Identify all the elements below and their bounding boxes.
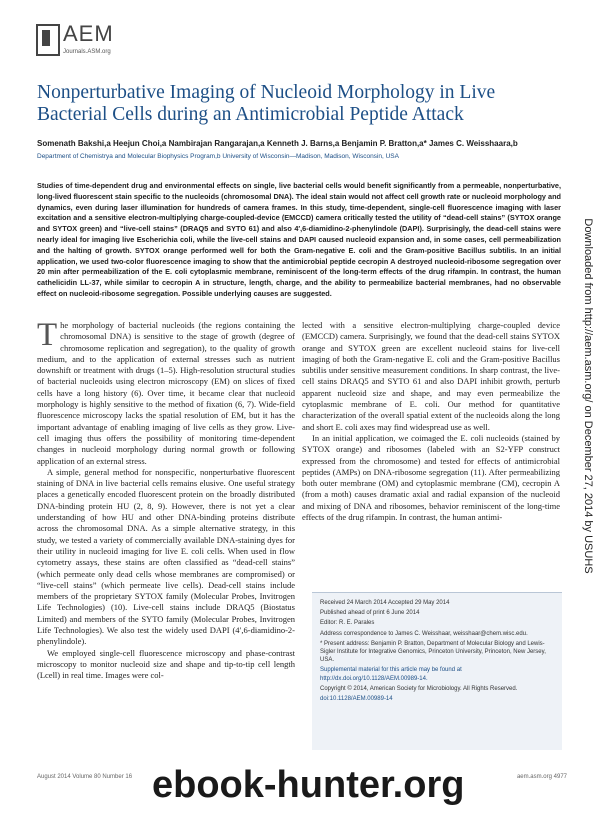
journal-logo bbox=[36, 21, 116, 74]
editor: Editor: R. E. Parales bbox=[320, 620, 375, 627]
correspondence: Address correspondence to James C. Weisshaar, weisshaar@chem.wisc.edu. bbox=[320, 630, 528, 637]
present-address: * Present address: Benjamin P. Bratton, Department of Molecular Biology and Lewis-Sigler Institute for Integrative Genomics, Princeton University, Princeton, New Jersey, USA. bbox=[320, 640, 546, 664]
copyright: Copyright © 2014, American Society for Microbiology. All Rights Reserved. bbox=[320, 685, 518, 692]
article-info-box bbox=[312, 592, 562, 750]
logo-name: AEM bbox=[63, 21, 114, 46]
watermark: ebook-hunter.org bbox=[152, 764, 465, 806]
article-title: Nonperturbative Imaging of Nucleoid Morphology in Live Bacterial Cells during an Antimicrobial Peptide Attack bbox=[37, 82, 496, 125]
body-column-left bbox=[37, 317, 295, 682]
logo-mark-icon bbox=[36, 24, 60, 56]
doi-link[interactable]: doi:10.1128/AEM.00989-14 bbox=[320, 696, 393, 703]
paragraph-5: In an initial application, we coimaged the E. coli nucleoids (stained by SYTOX orange) and ribosomes (labeled with an S2-YFP construct expressed from the chromosome) and tested for effects of antimicrobial peptides (AMPs) on DNA-ribosome segregation (11). After permeabilizing both outer membrane (OM) and cytoplasmic membrane (CM), cecropin A (from a moth) causes dramatic axial and radial expansion of the nucleoid and mixing of DNA and ribosomes, behavior reminiscent of the long-time effects of the drug rifampin. In contrast, the human antimi- bbox=[302, 432, 560, 523]
logo-url: Journals.ASM.org bbox=[63, 49, 111, 55]
affiliation: Department of Chemistrya and Molecular Biophysics Program,b University of Wisconsin—Madison, Madison, Wisconsin, USA bbox=[37, 153, 399, 160]
paragraph-2: A simple, general method for nonspecific, nonperturbative fluorescent staining of DNA in live bacterial cells remains elusive. One useful strategy places a genetically encoded fluorescent protein on the broadly distributed DNA-binding protein HU (2, 8, 9). However, there is not yet a clear understanding of how HU and other DNA-binding proteins distribute across the chromosomal DNA. As a simple alternative strategy, in this study, we tested a variety of commercially available DNA-staining dyes for their utility in nucleoid imaging for live E. coli cells. When used in flow cytometry assays, these stains are often classified as “dead-cell stains” (which permeate only dead cells whose membranes are compromised) or “live-cell stains” (which permeate live cells). Dead-cell stains include members of the proprietary SYTOX family (Molecular Probes, Invitrogen Life Technologies) (10). Live-cell stains include DRAQ5 (Biostatus Limited) and members of the SYTO family (Molecular Probes, Invitrogen Life Technologies). We also test the widely used DAPI (4′,6-diamidino-2-phenylindole). bbox=[37, 466, 295, 647]
drop-cap: T bbox=[37, 317, 58, 353]
download-sidebar bbox=[578, 180, 598, 620]
paragraph-4: lected with a sensitive electron-multiplying charge-coupled device (EMCCD) camera. Surprisingly, we found that the dead-cell stains SYTOX orange and SYTOX green are excellent nucleoid stains for live-cell imaging of both the Gram-negative E. coli and the Gram-positive Bacillus subtilis under sensitive measurement conditions. In sharp contrast, the live-cell stains DRAQ5 and SYTO 61 and also DAPI inhibit growth, perturb apparent nucleoid size and shape, and may even permeabilize the cytoplasmic membrane of E. coli. Our method for quantitative characterization of the overall spatial extent of the nucleoids along the long and short E. coli axes may find widespread use as well. bbox=[302, 320, 560, 432]
download-notice: Downloaded from http://aem.asm.org/ on December 27, 2014 by USUHS bbox=[582, 218, 594, 574]
author-list: Somenath Bakshi,a Heejun Choi,a Nambirajan Rangarajan,a Kenneth J. Barns,a Benjamin P. Bratton,a* James C. Weisshaara,b bbox=[37, 139, 518, 148]
paragraph-1: The morphology of bacterial nucleoids (the regions containing the chromosomal DNA) is sensitive to the stage of growth (degree of chromosome replication and segregation), to the quality of growth medium, and to the application of external stresses such as nutrient downshift or treatment with drugs (1–5). High-resolution structural studies of bacterial nucleoids using electron microscopy (EM) on slices of fixed cells have a long history (6). Over time, it became clear that nucleoid morphology is highly sensitive to the method of fixation (6, 7). Wide-field fluorescence microscopy lacks the spatial resolution of EM, but it has the important advantage of enabling imaging of live cells as they grow. Live-cell imaging thus offers the possibility of monitoring time-dependent changes in nucleoid morphology during normal growth or following application of an external stress. bbox=[37, 317, 295, 466]
abstract: Studies of time-dependent drug and environmental effects on single, live bacterial cells would benefit significantly from a permeable, nonperturbative, long-lived fluorescent stain specific to the nucleoids (chromosomal DNA). The ideal stain would not affect cell growth rate or nucleoid morphology and dynamics, even during laser illumination for hundreds of camera frames. In this study, time-dependent, single-cell fluorescence imaging with laser excitation and a sensitive electron-multiplying charge-coupled-device (EMCCD) camera critically tested the utility of “dead-cell stains” (SYTOX orange and SYTOX green) and “live-cell stains” (DRAQ5 and SYTO 61) and also 4′,6-diamidino-2-phenylindole (DAPI). Surprisingly, the dead-cell stains were nearly ideal for imaging live Escherichia coli, while the live-cell stains and DAPI caused nucleoid expansion and, in some cases, cell permeabilization and the halting of growth. SYTOX orange performed well for both the Gram-negative E. coli and the Gram-positive Bacillus subtilis. In an initial application, we used two-color fluorescence imaging to show that the antimicrobial peptide cecropin A destroyed nucleoid-ribosome segregation over 20 min after permeabilization of the E. coli cytoplasmic membrane, reminiscent of the long-term effects of the drug rifampin. In contrast, the human cathelicidin LL-37, while similar to cecropin A in structure, length, charge, and the ability to permeabilize bacterial membranes, had no observable effect on nucleoid-ribosome segregation. Possible underlying causes are suggested. bbox=[37, 181, 561, 298]
published-date: Published ahead of print 6 June 2014 bbox=[320, 610, 420, 617]
received-dates: Received 24 March 2014 Accepted 29 May 2014 bbox=[320, 600, 450, 606]
body-column-right bbox=[302, 320, 560, 523]
supplemental-link[interactable]: Supplemental material for this article may be found at http://dx.doi.org/10.1128/AEM.00989-14. bbox=[320, 667, 462, 682]
paragraph-3: We employed single-cell fluorescence microscopy and phase-contrast microscopy to monitor nucleoid size and shape and tip-to-tip cell length (Lcell) in real time. Images were col- bbox=[37, 647, 295, 681]
issue-info: August 2014 Volume 80 Number 16 bbox=[37, 774, 133, 780]
page-number: aem.asm.org 4977 bbox=[516, 774, 567, 780]
